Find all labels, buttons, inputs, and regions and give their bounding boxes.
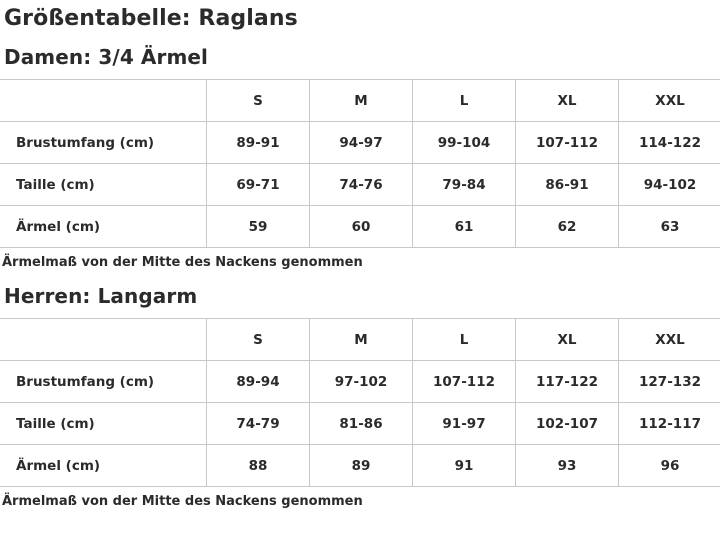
row-label-brustumfang: Brustumfang (cm) <box>0 361 207 403</box>
table-row <box>0 445 720 487</box>
row-label-aermel: Ärmel (cm) <box>0 445 207 487</box>
cell-value: 74-76 <box>310 164 413 206</box>
table-corner-cell <box>0 319 207 361</box>
cell-value: 93 <box>516 445 619 487</box>
size-table-damen <box>0 79 720 248</box>
column-header-l: L <box>413 319 516 361</box>
cell-value: 127-132 <box>619 361 720 403</box>
table-note-herren: Ärmelmaß von der Mitte des Nackens genommen <box>2 494 363 509</box>
table-header-row <box>0 80 720 122</box>
table-row <box>0 164 720 206</box>
cell-value: 97-102 <box>310 361 413 403</box>
cell-value: 112-117 <box>619 403 720 445</box>
column-header-xl: XL <box>516 319 619 361</box>
row-label-taille: Taille (cm) <box>0 164 207 206</box>
cell-value: 91-97 <box>413 403 516 445</box>
section-heading-herren: Herren: Langarm <box>4 284 198 308</box>
cell-value: 81-86 <box>310 403 413 445</box>
cell-value: 107-112 <box>516 122 619 164</box>
table-row <box>0 122 720 164</box>
cell-value: 94-97 <box>310 122 413 164</box>
cell-value: 89-94 <box>207 361 310 403</box>
row-label-brustumfang: Brustumfang (cm) <box>0 122 207 164</box>
cell-value: 62 <box>516 206 619 248</box>
table-head <box>0 319 720 361</box>
cell-value: 107-112 <box>413 361 516 403</box>
cell-value: 89-91 <box>207 122 310 164</box>
column-header-xl: XL <box>516 80 619 122</box>
table-body <box>0 361 720 487</box>
cell-value: 102-107 <box>516 403 619 445</box>
table-header-row <box>0 319 720 361</box>
cell-value: 96 <box>619 445 720 487</box>
column-header-m: M <box>310 319 413 361</box>
cell-value: 59 <box>207 206 310 248</box>
column-header-l: L <box>413 80 516 122</box>
cell-value: 79-84 <box>413 164 516 206</box>
table-head <box>0 80 720 122</box>
cell-value: 61 <box>413 206 516 248</box>
size-table-herren <box>0 318 720 487</box>
cell-value: 94-102 <box>619 164 720 206</box>
table-row <box>0 206 720 248</box>
table-note-damen: Ärmelmaß von der Mitte des Nackens genommen <box>2 255 363 270</box>
cell-value: 63 <box>619 206 720 248</box>
column-header-xxl: XXL <box>619 80 720 122</box>
column-header-s: S <box>207 319 310 361</box>
cell-value: 88 <box>207 445 310 487</box>
cell-value: 69-71 <box>207 164 310 206</box>
cell-value: 114-122 <box>619 122 720 164</box>
cell-value: 60 <box>310 206 413 248</box>
page-title: Größentabelle: Raglans <box>4 6 298 31</box>
table-row <box>0 403 720 445</box>
column-header-m: M <box>310 80 413 122</box>
row-label-taille: Taille (cm) <box>0 403 207 445</box>
section-damen <box>0 31 720 270</box>
column-header-xxl: XXL <box>619 319 720 361</box>
row-label-aermel: Ärmel (cm) <box>0 206 207 248</box>
cell-value: 117-122 <box>516 361 619 403</box>
column-header-s: S <box>207 80 310 122</box>
cell-value: 89 <box>310 445 413 487</box>
section-heading-damen: Damen: 3/4 Ärmel <box>4 45 209 69</box>
table-body <box>0 122 720 248</box>
section-herren <box>0 270 720 509</box>
cell-value: 91 <box>413 445 516 487</box>
cell-value: 86-91 <box>516 164 619 206</box>
table-corner-cell <box>0 80 207 122</box>
table-row <box>0 361 720 403</box>
cell-value: 99-104 <box>413 122 516 164</box>
cell-value: 74-79 <box>207 403 310 445</box>
